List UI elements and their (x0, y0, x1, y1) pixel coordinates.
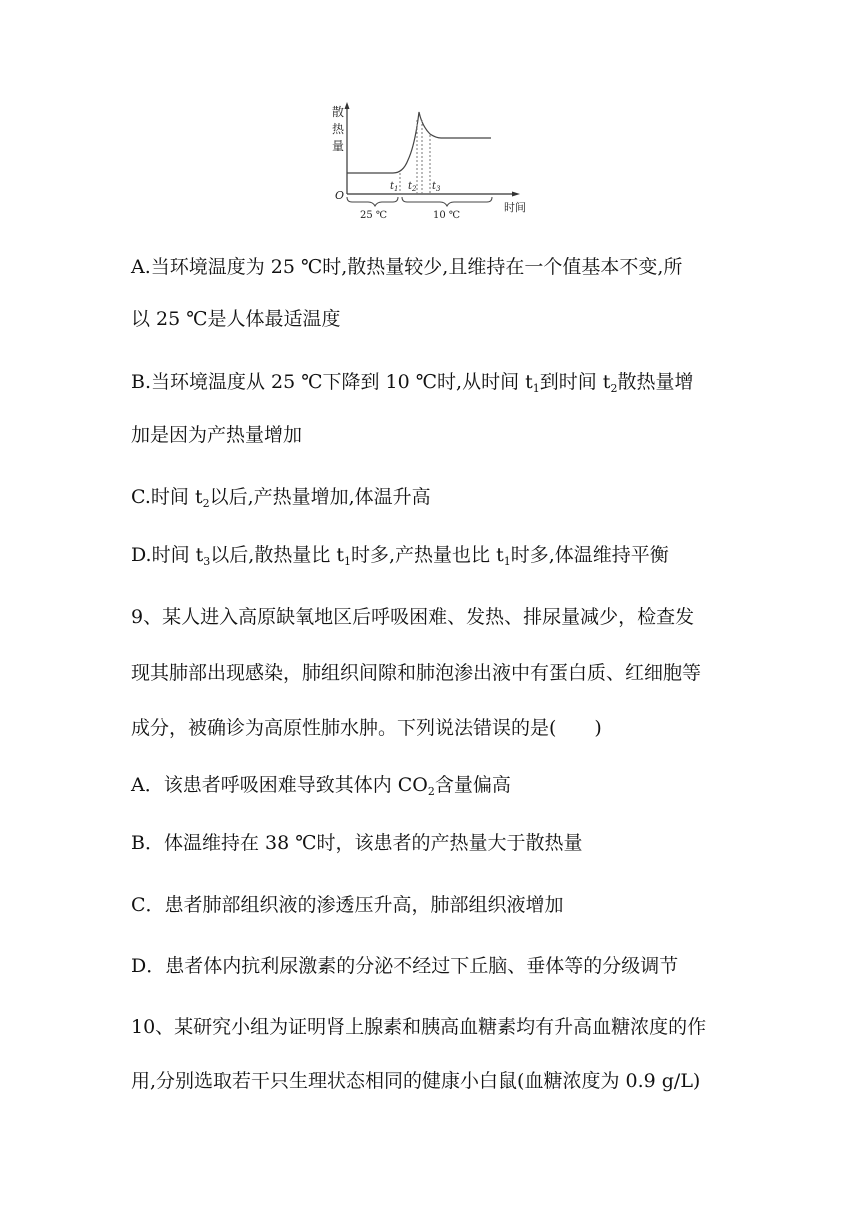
question-9-option-a (131, 772, 511, 805)
question-9-option-d (131, 953, 678, 979)
text-segment: 以后,产热量增加,体温升高 (209, 486, 431, 508)
text-segment: D.时间 t (131, 544, 204, 566)
question-9-line-2 (131, 660, 701, 686)
subscript: 2 (610, 382, 618, 395)
text-segment: B.当环境温度从 25 ℃下降到 10 ℃时,从时间 t (131, 371, 533, 393)
option-d (131, 542, 669, 575)
text-segment: 含量偏高 (434, 774, 511, 796)
text-segment: 到时间 t (539, 371, 611, 393)
x-axis-arrow (512, 192, 520, 197)
text-segment: 用,分别选取若干只生理状态相同的健康小白鼠(血糖浓度为 0.9 g/L) (131, 1070, 701, 1092)
option-c (131, 484, 431, 517)
text-segment: C.时间 t (131, 486, 203, 508)
origin-label: O (335, 189, 345, 202)
y-axis-arrow (345, 102, 350, 109)
text-segment: 9、某人进入高原缺氧地区后呼吸困难、发热、排尿量减少，检查发 (131, 606, 695, 628)
range-label-left: 25 ℃ (360, 210, 388, 221)
range-brace-left (347, 197, 398, 206)
t2-label: $t_2$ (408, 181, 417, 193)
text-segment: 时多,产热量也比 t (351, 544, 504, 566)
heat-dissipation-graph (330, 100, 530, 225)
text-segment: 现其肺部出现感染，肺组织间隙和肺泡渗出液中有蛋白质、红细胞等 (131, 662, 702, 684)
option-b-line-2 (131, 422, 302, 448)
t1-label: $t_1$ (390, 181, 399, 193)
question-9-line-1 (131, 604, 694, 630)
text-segment: 加是因为产热量增加 (131, 424, 303, 446)
question-9-option-c (131, 892, 564, 918)
question-9-line-3 (131, 715, 602, 741)
heat-curve (347, 112, 491, 173)
range-brace-right (402, 197, 492, 206)
text-segment: 以 25 ℃是人体最适温度 (131, 308, 341, 330)
text-segment: B．体温维持在 38 ℃时，该患者的产热量大于散热量 (131, 832, 583, 854)
question-10-line-1 (131, 1014, 706, 1040)
y-axis-label-1: 散 (332, 105, 345, 119)
text-segment: 成分，被确诊为高原性肺水肿。下列说法错误的是( ) (131, 717, 602, 739)
y-axis-label-3: 量 (332, 139, 345, 153)
text-segment: A．该患者呼吸困难导致其体内 CO (131, 774, 428, 796)
question-9-option-b (131, 830, 582, 856)
text-segment: 时多,体温维持平衡 (510, 544, 669, 566)
option-a-line-2 (131, 306, 341, 332)
text-segment: 散热量增 (617, 371, 694, 393)
option-a-line-1 (131, 254, 682, 280)
option-b-line-1 (131, 369, 693, 402)
x-axis-label: 时间 (504, 201, 526, 214)
text-segment: D．患者体内抗利尿激素的分泌不经过下丘脑、垂体等的分级调节 (131, 955, 679, 977)
text-segment: 以后,散热量比 t (210, 544, 344, 566)
text-segment: 10、某研究小组为证明肾上腺素和胰高血糖素均有升高血糖浓度的作 (131, 1016, 707, 1038)
subscript: 3 (203, 555, 211, 568)
subscript: 2 (202, 497, 210, 510)
y-axis-label-2: 热 (332, 122, 345, 136)
t3-label: $t_3$ (432, 181, 441, 193)
text-segment: C．患者肺部组织液的渗透压升高，肺部组织液增加 (131, 894, 564, 916)
text-segment: A.当环境温度为 25 ℃时,散热量较少,且维持在一个值基本不变,所 (131, 256, 683, 278)
heat-dissipation-figure (330, 100, 530, 225)
subscript: 1 (532, 382, 540, 395)
subscript: 1 (503, 555, 511, 568)
range-label-right: 10 ℃ (433, 210, 461, 221)
subscript: 1 (344, 555, 351, 568)
subscript: 2 (427, 785, 435, 798)
question-10-line-2 (131, 1068, 700, 1094)
